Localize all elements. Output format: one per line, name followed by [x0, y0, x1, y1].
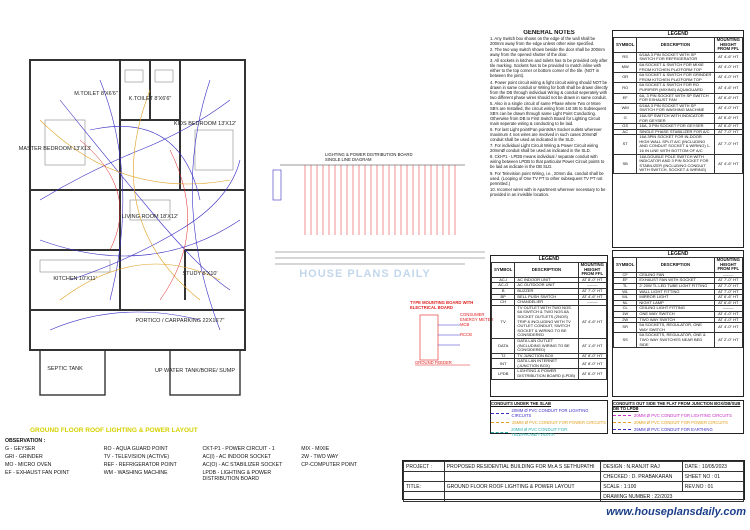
room-label: STUDY 8'X10' [182, 271, 218, 277]
legend-h: -------- [714, 306, 742, 312]
legend-sym: WM [614, 103, 637, 113]
conduit-text: 25MM Ø PVC CONDUIT FOR EARTHING [634, 427, 713, 432]
legend-sym: DATA [492, 338, 515, 353]
legend-right [612, 30, 744, 248]
legend-mid-title: LEGEND [538, 256, 560, 262]
plan-caption: GROUND FLOOR ROOF LIGHTING & POWER LAYOUT [30, 427, 198, 434]
legend-h: AT 1'-6" HT [578, 338, 606, 353]
note-item: 2. The two way switch shown beside the door shall be 200mm away from the opened shutter of the door. [490, 47, 605, 58]
legend-desc: 6/16A 3 PIN SOCKET WITH SP SWITCH FOR WASHING MACHINE [637, 103, 714, 113]
legend-h: AT 6'-6" HT [714, 295, 742, 301]
legend-h: AT 7'-0" HT [714, 289, 742, 295]
conduit-item [613, 427, 743, 432]
legend-desc: 6A SOCKET & SWITCH FOR MIXIE FROM KITCHEN PLATFORM TOP [637, 62, 714, 72]
legend-far-table [613, 257, 743, 348]
legend-h: AT 4'-6" HT [578, 305, 606, 338]
conduit-list [491, 408, 607, 437]
tb-checked: CHECKED : D. PRABAKARAN [601, 472, 683, 482]
note-item: 8. Ckt-P1 - LPDB means individual / separate conduit with wiring between LPDB to that particular Power Circuit points to be laid as indicate in the DB SLD. [490, 154, 605, 170]
legend-sym: TL [614, 283, 637, 289]
legend-row [614, 73, 743, 83]
observation-columns [5, 444, 400, 482]
watermark: HOUSE PLANS DAILY [299, 268, 431, 280]
legend-desc: CHANDELIER [515, 300, 578, 306]
legend-h: AT 4'-6" HT [578, 294, 606, 300]
electrical-board-diagram [410, 300, 500, 368]
legend-desc: 2' 20W TL LED TUBE LIGHT FITTING [637, 283, 714, 289]
legend-h: AT 7'-0" HT [578, 288, 606, 294]
conduit-item [491, 420, 607, 425]
legend-h: AT 4'-0" HT [714, 103, 742, 113]
legend-desc: 16A SP SWITCH WITH INDICATOR FOR GEYSER [637, 113, 714, 123]
observation-item: MO - MICRO OVEN [5, 462, 52, 468]
observation-column [104, 444, 203, 482]
observation-item: G - GEYSER [5, 446, 36, 452]
legend-row [614, 135, 743, 154]
legend-h: AT 6'-6" HT [714, 93, 742, 103]
legend-desc: WALL LIGHT FITTING [637, 289, 714, 295]
legend-h: AT 4'-6" HT [714, 154, 742, 173]
legend-sym: EF [614, 278, 637, 284]
legend-h: AT 4'-0" HT [714, 311, 742, 317]
room-label: PORTICO / CARPARKING 22X16'7" [135, 318, 225, 324]
conduit-line-swatch [491, 422, 509, 423]
single-line-diagram [265, 150, 495, 280]
legend-sym: RO [614, 83, 637, 93]
legend-sym: ST [614, 135, 637, 154]
legend-sym: 2W [614, 317, 637, 323]
legend-h: AT 7'-0" HT [714, 278, 742, 284]
legend-desc: TV OUTLET WITH TWO NOS. 6A SWITCH & TWO NOS.6A SOCKET OUTLETS (2NOS) TRIP & INCLUDING WITH TV OUTLET CONDUIT, SWITCH SOCKET & WIRING TO BE CONSIDERED [515, 305, 578, 338]
observation-title: OBSERVATION : [5, 438, 46, 444]
legend-sym: TV [492, 305, 515, 338]
conduit-item [613, 420, 743, 425]
tb-title: GROUND FLOOR ROOF LIGHTING & POWER LAYOUT [444, 482, 600, 492]
room-label: LIVING ROOM 18'X12' [121, 214, 179, 220]
legend-row [614, 83, 743, 93]
legend-desc: 6/16A 3 PIN SOCKET WITH SP SWITCH FOR REFRIGERATOR [637, 52, 714, 62]
tb-project-label: PROJECT : [404, 462, 445, 472]
lm-h-sym: SYMBOL [492, 263, 515, 278]
legend-h: AT 2'-0" HT [714, 333, 742, 348]
conduit-text: 20MM Ø PVC CONDUIT FOR LIGHTING CIRCUITS [511, 408, 589, 418]
conduit-text: 25MM Ø PVC CONDUIT FOR POWER CIRCUITS [512, 420, 606, 425]
legend-h: AT 4'-0" HT [714, 62, 742, 72]
legend-sym: SS [614, 333, 637, 348]
legend-h: AT 4'-0" HT [714, 323, 742, 333]
legend-desc: CEILING FAN [637, 272, 714, 278]
room-label: KIDS BEDROOM 13'X12' [173, 121, 237, 127]
observation-item: GRI - GRINDER [5, 454, 43, 460]
lm-h-desc: DESCRIPTION [515, 263, 578, 278]
legend-desc: AC INDOOR UNIT [515, 277, 578, 283]
lighting-conduits [40, 80, 240, 330]
note-item: 3. All sockets in kitchen and toilets has to be provided only after tile marking. Sockets has to be provided to match inline with either to the top corner or bottom corner of the tile. (NOT in between the joint). [490, 58, 608, 79]
legend-row [492, 369, 607, 379]
legend-desc: CEILING LIGHT FITTING [637, 306, 714, 312]
observation-item: MIX - MIXIE [301, 446, 330, 452]
notes-title: GENERAL NOTES [523, 30, 575, 36]
note-item: 7. For individual Light Circuit Wiring & Power Circuit wiring 20mmØ conduit shall be used as indicated in the SLD. [490, 143, 598, 154]
legend-mid [490, 255, 608, 397]
legend-sym: CL [614, 306, 637, 312]
legend-desc: LIGHTING & POWER DISTRIBUTION BOARD (LPDB) [515, 369, 578, 379]
legend-sym: MW [614, 62, 637, 72]
legend-h: -------- [578, 300, 606, 306]
tb-scale: SCALE : 1:100 [601, 482, 683, 492]
conduit-text: 20MM Ø PVC CONDUIT FOR TELEPHONE/TV/DATA [511, 427, 568, 437]
legend-desc: EXHAUST FAN WITH SOCKET [637, 278, 714, 284]
legend-h: -------- [714, 272, 742, 278]
tb-drawing: DRAWING NUMBER : 22/2023 [601, 492, 744, 502]
legend-row [614, 113, 743, 123]
sld-title-1: LIGHTING & POWER DISTRIBUTION BOARD [325, 152, 413, 157]
legend-row [614, 333, 743, 348]
observation-item: REF - REFRIGERATOR POINT [103, 462, 177, 468]
observation-item: 2W - TWO WAY [301, 454, 339, 460]
legend-sym: BP [492, 294, 515, 300]
legend-row [614, 93, 743, 103]
tb-design: DESIGN : N.RANJIT RAJ [601, 462, 683, 472]
room-label: UP WATER TANK/BORE/ SUMP [154, 368, 236, 374]
legend-sym: G [614, 113, 637, 123]
legend-sym: AC-I [492, 277, 515, 283]
legend-desc: DATA LAN OUTLET (INCLUDING WIRING TO BE CONSIDERED) [515, 338, 578, 353]
lf-h-sym: SYMBOL [614, 258, 637, 273]
tb-title-label: TITLE: [404, 482, 445, 492]
observation-item: CKT-P1 - POWER CIRCUIT - 1 [202, 446, 275, 452]
observation-item: CP-COMPUTER POINT [301, 462, 358, 468]
legend-desc: AC OUTDOOR UNIT [515, 283, 578, 289]
observation-column [301, 444, 400, 482]
legend-desc: ONE WAY SWITCH [637, 311, 714, 317]
legend-sym: SB [614, 154, 637, 173]
note-item: 1. Any Switch box shown on the edge of the wall shall be 200mm away from the edge unless other wise specified. [490, 36, 596, 46]
legend-h: AT 8'-0" HT [578, 359, 606, 369]
tb-date: DATE : 10/05/2023 [682, 462, 743, 472]
legend-sym: 1W [614, 311, 637, 317]
lr-h-desc: DESCRIPTION [637, 38, 714, 53]
observation-column [5, 444, 104, 482]
legend-h: AT 6'-6" HT [714, 124, 742, 130]
legend-h: AT 6'-6" HT [714, 113, 742, 123]
legend-desc: TWO WAY SWITCH [637, 317, 714, 323]
legend-row [614, 62, 743, 72]
observation [5, 438, 400, 498]
legend-mid-table [491, 262, 607, 380]
legend-sym: EF [614, 93, 637, 103]
legend-sym: NL [614, 300, 637, 306]
legend-desc: 16A, 3 PIN SOCKET FOR GEYSER [637, 124, 714, 130]
legend-h: AT 4'-0" HT [714, 73, 742, 83]
conduit-text: 20MM Ø PVC CONDUIT FOR LIGHTING CIRCUITS [634, 413, 732, 418]
legend-sym: RS [614, 52, 637, 62]
title-block-table [403, 461, 744, 502]
conduit-list-2 [613, 413, 743, 432]
observation-item: AC(I) - AC INDOOR SOCKET [202, 454, 272, 460]
plan-labels [19, 91, 236, 374]
legend-desc: BUZZER [515, 288, 578, 294]
conduit-legend [490, 400, 608, 437]
conduit-legend-2 [612, 400, 744, 434]
legend-desc: 16A DOUBLE POLE SWITCH WITH INDICATOR AND 3 PIN SOCKET FOR STABILIZER (INCLUDING CONDUIT WITH SWITCH, SOCKET & WIRING) [637, 154, 714, 173]
legend-right-title: LEGEND [667, 31, 689, 37]
conduit-line-swatch [613, 422, 631, 423]
legend-h: AT 7'-0" HT [714, 135, 742, 154]
elec-label-4: GROUND FEEDER [415, 360, 452, 365]
floor-plan [0, 0, 265, 440]
observation-item: WM - WASHING MACHINE [103, 470, 168, 476]
room-label: K.TOILET 8'X6'6" [128, 96, 172, 102]
plan-walls [30, 60, 245, 395]
note-item: 9. For Television point Wiring, i.e., 20mm dia. conduit shall be used. (Looping of One TV PT to other subsequent TV PT not permitted.) [490, 170, 604, 186]
legend-desc: 6A SOCKET & SWITCH FOR GRINDER FROM KITCHEN PLATFORM TOP [637, 73, 714, 83]
legend-sym: WL [614, 289, 637, 295]
elec-label-3: RCCB [460, 332, 472, 337]
room-label: KITCHEN 10'X11' [53, 276, 97, 282]
legend-h: AT 8'-0" HT [578, 277, 606, 283]
observation-item: EF - EXHAUST FAN POINT [5, 470, 70, 476]
note-item: 6. For last Light point/Fan points/6A Socket outlets wherever maximum 4 nos wires are involved in such cases 20mmØ conduit shall be used as indicated in the SLD. [490, 126, 602, 142]
note-item: 4. Power point circuit wiring & light circuit wiring should NOT be drawn in same conduit or Wiring for both shall be drawn directly from the DB through individual Wiring & conduit seperately with two different phase wires should not be drawn in same conduit. [490, 79, 608, 100]
room-label: MASTER BEDROOM 13'X13' [18, 146, 92, 152]
legend-h: AT 7'-0" HT [714, 283, 742, 289]
legend-row [614, 154, 743, 173]
tb-empty-1 [404, 472, 445, 482]
legend-desc: TV JUNCTION BOX [515, 353, 578, 359]
legend-sym: ML [614, 295, 637, 301]
elec-label-1: CONSUMER ENERGY METER [460, 312, 494, 322]
legend-sym: B [492, 288, 515, 294]
tb-empty-2 [444, 472, 600, 482]
legend-desc: 6A SOCKET & SWITCH FOR RO PURIFIER (MIXING) AQUAGUARD [637, 83, 714, 93]
room-label: M.TOILET 8'X6'6" [74, 91, 118, 97]
lf-h-desc: DESCRIPTION [637, 258, 714, 273]
lr-h-mh: MOUNTING HEIGHT FROM FFL [714, 38, 742, 53]
legend-sym: GR [614, 73, 637, 83]
observation-item: LPDB - LIGHTING & POWER DISTRIBUTION BOARD [202, 470, 272, 482]
legend-desc: NIGHT LAMP [637, 300, 714, 306]
legend-desc: 6A, 3 PIN SOCKET WITH SP SWITCH FOR EXHAUST FAN [637, 93, 714, 103]
legend-desc: 5A SOCKETS, REGULATOR, ONE WAY SWITCH [637, 323, 714, 333]
legend-sym: AC [614, 129, 637, 135]
notes-list [490, 36, 608, 197]
observation-item: RO - AQUA GUARD POINT [103, 446, 168, 452]
legend-row [614, 52, 743, 62]
legend-desc: DATA LAN INTERNET (JUNCTION BOX) [515, 359, 578, 369]
conduit-item [491, 427, 607, 437]
conduit-text: 20MM Ø PVC CONDUIT FOR POWER CIRCUITS [634, 420, 728, 425]
conduit-line-swatch [491, 413, 509, 414]
legend-sym: TJ [492, 353, 515, 359]
conduit-line-swatch [491, 432, 508, 433]
observation-item: AC(O) - AC STABILIZER SOCKET [202, 462, 283, 468]
legend-row [492, 359, 607, 369]
lr-h-sym: SYMBOL [614, 38, 637, 53]
legend-h: AT 6'-0" HT [578, 369, 606, 379]
legend-h: AT 4'-0" HT [714, 317, 742, 323]
sld-title-2: SINGLE LINE DIAGRAM [325, 157, 372, 162]
legend-sym: LPDB [492, 369, 515, 379]
legend-sym: SR [614, 323, 637, 333]
legend-desc: SINGLE PHASE STABILIZER FOR A/C [637, 129, 714, 135]
conduit-line-swatch [613, 415, 631, 416]
legend-h: AT 6'-6" HT [714, 300, 742, 306]
lf-h-mh: MOUNTING HEIGHT FROM FFL [714, 258, 742, 273]
legend-desc: BELL PUSH SWITCH [515, 294, 578, 300]
observation-column [203, 444, 302, 482]
tb-empty-4 [444, 492, 600, 502]
conduit-line-swatch [613, 429, 631, 430]
lm-h-mh: MOUNTING HEIGHT FROM FFL [578, 263, 606, 278]
tb-sheet: SHEET NO : 01 [682, 472, 743, 482]
observation-item: TV - TELEVISION (ACTIVE) [103, 454, 170, 460]
legend-desc: 5A SOCKETS, REGULATOR, ONE & TWO WAY SWITCHES NEAR BED SIDE [637, 333, 714, 348]
note-item: 5. Also in a single circuit of same Phase where Two or More SB's are Installed, the circuit wiring from 1st SB to Subsequent SB's can be drawn through same Light Point Conducting. Otherwise from DB to First Switch Board for Lighting Circuit main seperate wiring & conducting to be laid. [490, 100, 607, 126]
legend-h: AT 4'-6" HT [714, 83, 742, 93]
legend-sym: GS [614, 124, 637, 130]
legend-sym: CF [614, 272, 637, 278]
legend-row [614, 323, 743, 333]
tb-empty-3 [404, 492, 445, 502]
conduit-item [613, 413, 743, 418]
elec-board-title: TYPE MOUNTING BOARD WITH ELECTRICAL BOARD [410, 300, 474, 310]
conduit-legend-title: CONDUITS UNDER THE SLAB [491, 401, 552, 406]
tb-project: PROPOSED RESIDENTIAL BUILDING FOR Mr.A S SETHUPATHI [444, 462, 600, 472]
legend-row [492, 305, 607, 338]
legend-right-table [613, 37, 743, 174]
room-label: SEPTIC TANK [47, 366, 83, 372]
legend-row [614, 103, 743, 113]
legend-h: AT 8'-0" HT [578, 353, 606, 359]
general-notes [490, 30, 608, 252]
website-banner[interactable]: www.houseplansdaily.com [606, 506, 746, 518]
legend-desc: MIRROR LIGHT [637, 295, 714, 301]
legend-h: AT 7'-0" HT [714, 129, 742, 135]
title-block [402, 460, 745, 500]
note-item: 10. Incomer wires with in Apartment wherever necessary to be provided in an invisible location. [490, 186, 606, 197]
legend-desc: 16A 3PIN SOCKET FOR IN-DOOR HIGH WALL SPLIT A/C (INCLUDING AND CONDUIT SOCKET & WIRING) 1-16 IN LINE WITH BOTTOM OF A/C [637, 135, 714, 154]
legend-far-title: LEGEND [667, 251, 689, 257]
legend-h: -------- [578, 283, 606, 289]
conduit-legend-2-title: CONDUITS OUT SIDE THE FLAT FROM JUNCTION BOX/DB/SUB DB TO LPDB [613, 401, 741, 411]
elec-label-2: MCB [460, 322, 470, 327]
legend-sym: INT [492, 359, 515, 369]
tb-rev: REV.NO : 01 [682, 482, 743, 492]
conduit-item [491, 408, 607, 418]
legend-h: AT 4'-6" HT [714, 52, 742, 62]
legend-sym: AC-O [492, 283, 515, 289]
legend-row [492, 338, 607, 353]
legend-far [612, 250, 744, 397]
legend-sym: CH [492, 300, 515, 306]
